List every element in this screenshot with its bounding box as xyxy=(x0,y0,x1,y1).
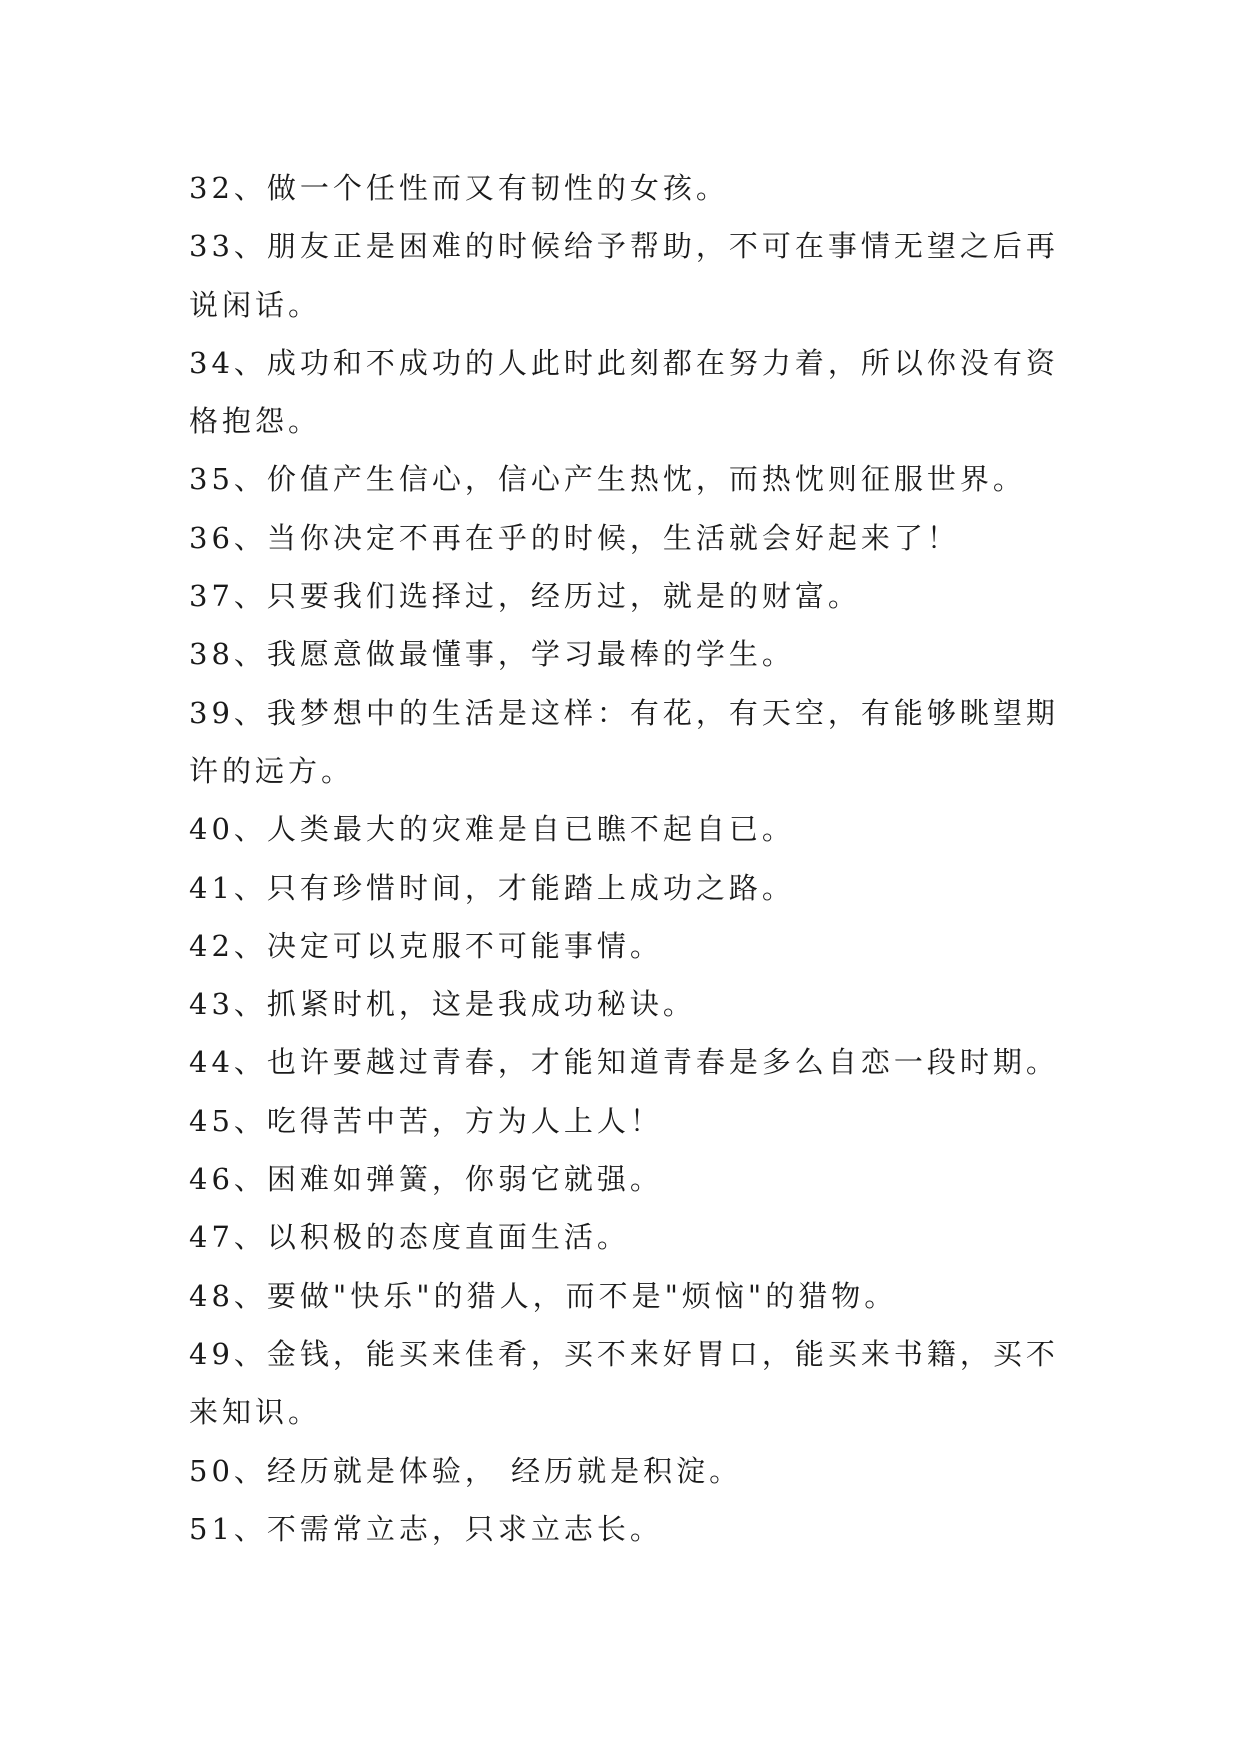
text-line: 说闲话。 xyxy=(189,287,322,322)
text-line: 36、当你决定不再在乎的时候，生活就会好起来了！ xyxy=(189,520,960,555)
text-line: 40、人类最大的灾难是自已瞧不起自已。 xyxy=(189,812,795,847)
text-line: 43、抓紧时机，这是我成功秘诀。 xyxy=(189,987,696,1022)
text-line: 49、金钱，能买来佳肴，买不来好胃口，能买来书籍，买不 xyxy=(189,1336,1059,1371)
text-line: 50、经历就是体验， 经历就是积淀。 xyxy=(189,1453,743,1488)
text-line: 许的远方。 xyxy=(189,753,355,788)
text-line: 41、只有珍惜时间，才能踏上成功之路。 xyxy=(189,870,795,905)
text-line: 47、以积极的态度直面生活。 xyxy=(189,1220,630,1255)
text-line: 39、我梦想中的生活是这样：有花，有天空，有能够眺望期 xyxy=(189,695,1059,730)
text-line: 44、也许要越过青春，才能知道青春是多么自恋一段时期。 xyxy=(189,1045,1059,1080)
text-line: 48、要做"快乐"的猎人，而不是"烦恼"的猎物。 xyxy=(189,1278,898,1313)
text-line: 45、吃得苦中苦，方为人上人！ xyxy=(189,1103,663,1138)
text-line: 37、只要我们选择过，经历过，就是的财富。 xyxy=(189,579,861,614)
text-line: 来知识。 xyxy=(189,1395,322,1430)
text-line: 格抱怨。 xyxy=(189,404,322,439)
text-line: 32、做一个任性而又有韧性的女孩。 xyxy=(189,171,729,205)
text-line: 35、价值产生信心，信心产生热忱，而热忱则征服世界。 xyxy=(189,462,1026,497)
text-line: 34、成功和不成功的人此时此刻都在努力着，所以你没有资 xyxy=(189,345,1059,380)
text-line: 46、困难如弹簧，你弱它就强。 xyxy=(189,1162,663,1197)
text-line: 42、决定可以克服不可能事情。 xyxy=(189,928,663,963)
text-line: 38、我愿意做最懂事，学习最棒的学生。 xyxy=(189,637,795,672)
document-body xyxy=(189,159,1079,1558)
text-line: 51、不需常立志，只求立志长。 xyxy=(189,1511,663,1546)
text-line: 33、朋友正是困难的时候给予帮助，不可在事情无望之后再 xyxy=(189,229,1059,264)
